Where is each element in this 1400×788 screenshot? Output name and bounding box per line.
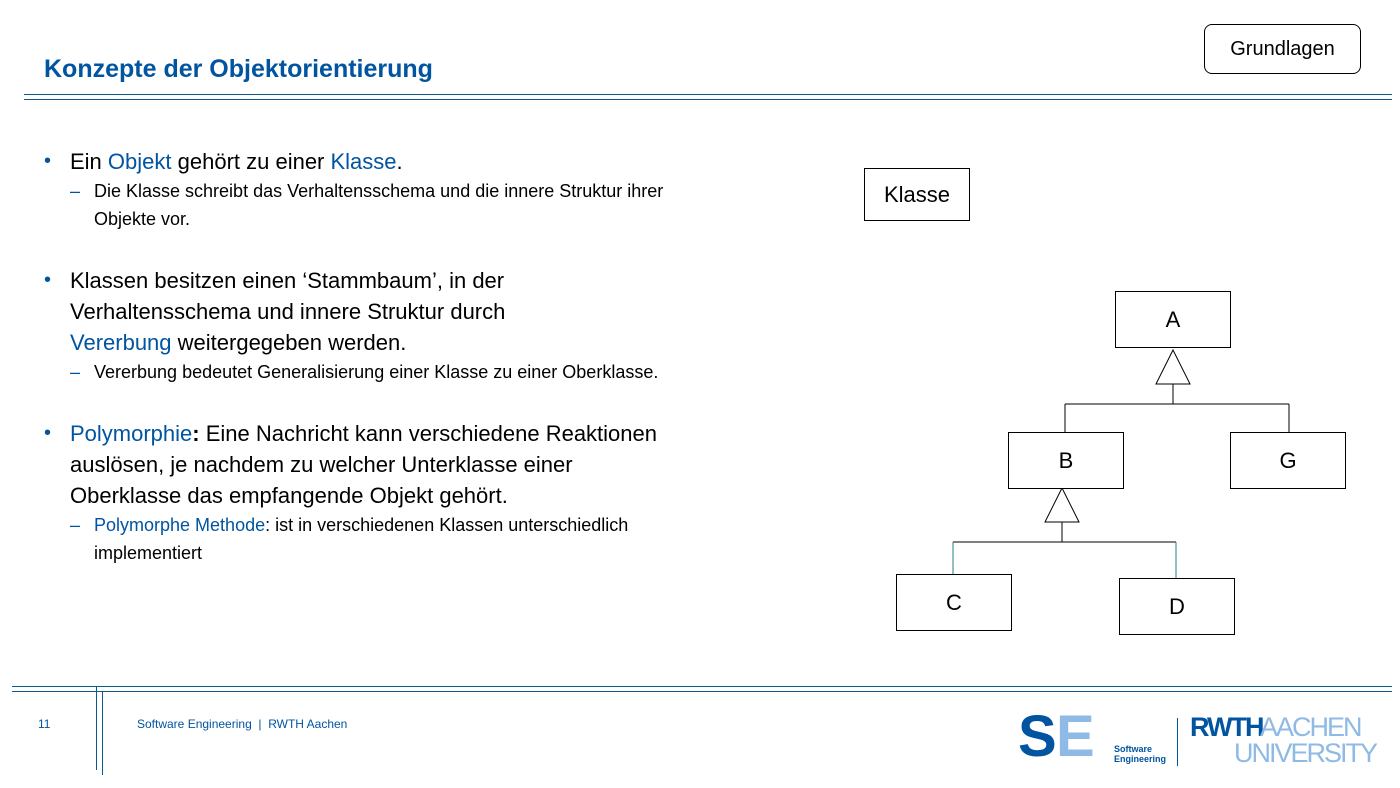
class-node-a: A: [1115, 291, 1231, 348]
page-number: 11: [38, 717, 51, 731]
rwth-logo-aachen: AACHEN: [1260, 712, 1361, 742]
footer-rule-secondary: [12, 691, 1392, 692]
term-polymorphe-methode: Polymorphe Methode: [94, 515, 266, 535]
logo-separator: [1177, 718, 1178, 766]
bullet-3: • Polymorphie: Eine Nachricht kann verschiedene Reaktionen auslösen, je nachdem zu welcher Unterklasse einer Oberklasse das empfangende Objekt gehört.: [44, 418, 660, 511]
section-badge: Grundlagen: [1204, 24, 1361, 74]
se-logo-caption: Software Engineering: [1114, 744, 1167, 764]
class-node-b: B: [1008, 432, 1124, 489]
page-title: Konzepte der Objektorientierung: [44, 55, 433, 83]
se-logo-s: S: [1018, 704, 1053, 769]
class-node-d: D: [1119, 578, 1235, 635]
se-logo-e: E: [1056, 704, 1095, 769]
legend-class-box: Klasse: [864, 168, 970, 221]
footer-divider: [96, 686, 97, 770]
footer-rule: [12, 686, 1392, 687]
class-node-g: G: [1230, 432, 1346, 489]
bullet-2: • Klassen besitzen einen ‘Stammbaum’, in der Verhaltensschema und innere Struktur durch Vererbung weitergegeben werden.: [44, 265, 610, 358]
footer-divider-secondary: [102, 691, 103, 775]
inheritance-triangle-a: [1156, 350, 1190, 384]
term-klasse: Klasse: [330, 149, 397, 174]
bullet-1: • Ein Objekt gehört zu einer Klasse.: [44, 146, 744, 177]
term-objekt: Objekt: [107, 149, 172, 174]
inheritance-triangle-b: [1045, 488, 1079, 522]
rwth-logo-rwth: RWTH: [1190, 712, 1263, 742]
sub-bullet-2: – Vererbung bedeutet Generalisierung einer Klasse zu einer Oberklasse.: [44, 358, 664, 386]
sub-bullet-3: – Polymorphe Methode: ist in verschiedenen Klassen unterschiedlich implementiert: [44, 511, 654, 567]
sub-bullet-1: – Die Klasse schreibt das Verhaltensschema und die innere Struktur ihrer Objekte vor.: [44, 177, 714, 233]
rwth-logo: [1190, 712, 1377, 768]
class-node-c: C: [896, 574, 1012, 631]
term-vererbung: Vererbung: [70, 330, 172, 355]
footer-text: Software Engineering | RWTH Aachen: [137, 717, 348, 731]
se-logo: [1018, 706, 1168, 768]
term-polymorphie: Polymorphie: [70, 421, 193, 446]
rwth-logo-university: UNIVERSITY: [1234, 738, 1377, 768]
